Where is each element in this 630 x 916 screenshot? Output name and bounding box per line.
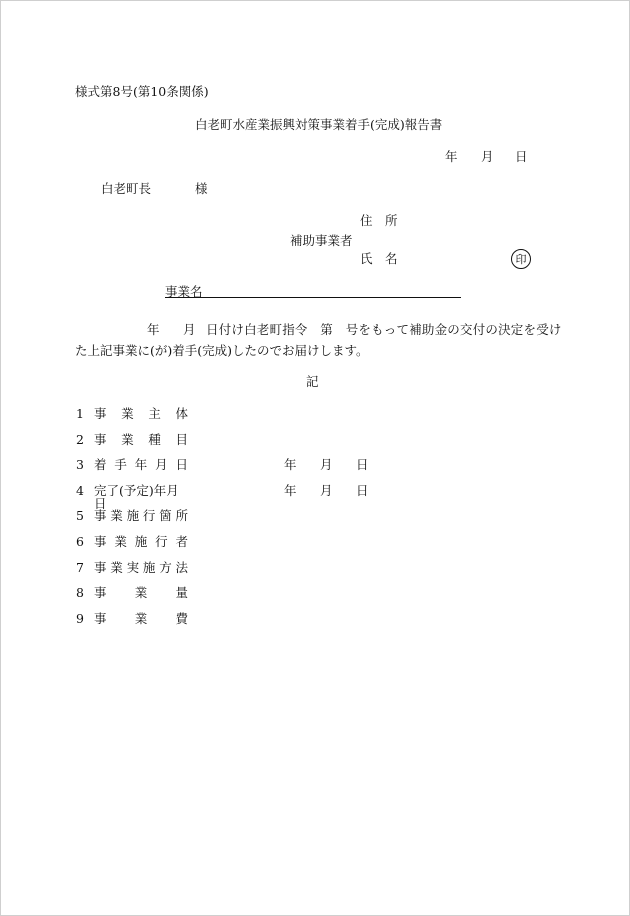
item-date-month: 月 (320, 483, 333, 498)
item-label-char: 業 (121, 406, 134, 421)
item-label-char: 年 (134, 457, 148, 472)
ki-heading: 記 (306, 374, 319, 389)
item-label-char: 種 (148, 432, 161, 447)
item-label-char: 業 (134, 611, 148, 626)
address-label: 住 所 (360, 213, 398, 228)
body-line-1: 日付け白老町指令 第 号をもって補助金の交付の決定を受け (206, 322, 562, 337)
item-number: 3 (76, 457, 84, 472)
project-name-label: 事業名 (165, 284, 203, 299)
item-label-char: 事 (94, 534, 107, 549)
item-label-char: 量 (175, 585, 188, 600)
project-name-field (165, 285, 461, 298)
document-title: 白老町水産業振興対策事業着手(完成)報告書 (195, 117, 443, 132)
item-label-char: 業 (110, 508, 123, 523)
item-label-char: 事 (94, 406, 107, 421)
item-number: 1 (76, 406, 84, 421)
item-number: 9 (76, 611, 84, 626)
item-number: 5 (76, 508, 84, 523)
date-day: 日 (515, 149, 528, 164)
item-label-char: 施 (134, 534, 148, 549)
item-number: 6 (76, 534, 84, 549)
item-label (94, 434, 188, 447)
item-label (94, 562, 188, 575)
item-label-char: 業 (134, 585, 148, 600)
item-label-char: 完了(予定)年月日 (94, 483, 179, 511)
item-label-char: 方 (159, 560, 172, 575)
item-label-char: 業 (114, 534, 127, 549)
item-label-char: 施 (126, 508, 140, 523)
item-label-char: 行 (155, 534, 168, 549)
item-number: 4 (76, 483, 84, 498)
item-number: 2 (76, 432, 84, 447)
item-date-year: 年 (284, 483, 297, 498)
item-label-char: 事 (94, 585, 107, 600)
item-label (94, 408, 188, 421)
body-line-2: た上記事業に(が)着手(完成)したのでお届けします。 (75, 343, 369, 358)
item-label (94, 587, 188, 600)
applicant-role: 補助事業者 (290, 233, 353, 248)
seal-mark: 印 (511, 249, 531, 269)
item-label-char: 事 (94, 432, 107, 447)
addressee-honorific: 様 (195, 181, 208, 196)
date-month: 月 (481, 149, 494, 164)
item-label-char: 所 (175, 508, 188, 523)
item-label-char: 事 (94, 560, 107, 575)
item-label (94, 459, 188, 472)
item-label-char: 目 (175, 432, 188, 447)
item-label-char: 着 (94, 457, 107, 472)
body-month: 月 (183, 322, 196, 337)
item-label-char: 事 (94, 508, 107, 523)
item-date-month: 月 (320, 457, 333, 472)
item-label-char: 業 (110, 560, 123, 575)
item-label-char: 費 (175, 611, 188, 626)
item-label-char: 事 (94, 611, 107, 626)
item-label (94, 485, 188, 510)
form-number: 様式第8号(第10条関係) (75, 84, 209, 99)
item-label (94, 613, 188, 626)
item-date-day: 日 (356, 483, 369, 498)
item-label-char: 主 (148, 406, 161, 421)
date-year: 年 (445, 149, 458, 164)
item-label-char: 施 (142, 560, 156, 575)
addressee-name: 白老町長 (101, 181, 152, 196)
item-date-year: 年 (284, 457, 297, 472)
item-label (94, 536, 188, 549)
item-number: 7 (76, 560, 84, 575)
item-label-char: 行 (142, 508, 156, 523)
item-label-char: 箇 (159, 508, 172, 523)
item-label-char: 業 (121, 432, 134, 447)
item-label-char: 月 (155, 457, 168, 472)
item-label-char: 日 (175, 457, 188, 472)
item-label (94, 510, 188, 523)
item-label-char: 者 (175, 534, 188, 549)
body-year: 年 (147, 322, 160, 337)
name-label: 氏 名 (360, 251, 398, 266)
item-number: 8 (76, 585, 84, 600)
item-label-char: 体 (175, 406, 188, 421)
item-label-char: 法 (175, 560, 188, 575)
item-label-char: 手 (114, 457, 127, 472)
item-date-day: 日 (356, 457, 369, 472)
item-label-char: 実 (126, 560, 140, 575)
